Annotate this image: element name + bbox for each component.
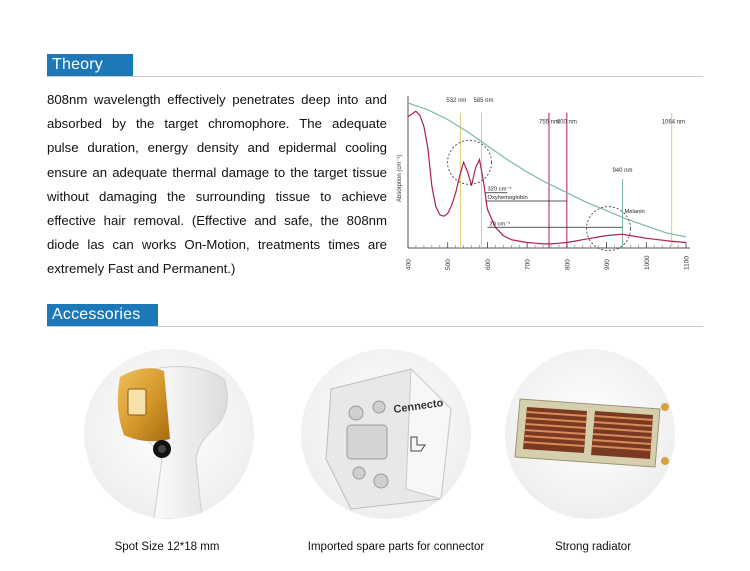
wavelength-label: 940 nm [612, 168, 633, 174]
accessories-header [47, 304, 158, 326]
handpiece-image [84, 349, 254, 519]
theory-line: ensure an adequate thermal damage to the target tissue [47, 164, 387, 180]
connector-image [301, 349, 471, 519]
theory-paragraph [47, 88, 387, 282]
wavelength-label: 800 nm [556, 119, 577, 126]
x-tick-label: 900 [604, 259, 612, 270]
accessories-title: Accessories [52, 306, 141, 323]
accessory-caption: Spot Size 12*18 mm [114, 541, 220, 553]
x-tick-label: 400 [405, 259, 413, 270]
theory-line: effective hair removal. (Effective and safe, the 808nm [47, 213, 387, 229]
theory-line: 808nm wavelength effectively penetrates deep into and [47, 92, 387, 107]
theory-line: without damaging the surrounding tissue to achieve [47, 188, 387, 204]
series-line [408, 111, 686, 244]
connector-label: Cennecto [392, 397, 445, 416]
accessory-caption: Imported spare parts for connector [307, 541, 485, 553]
y-axis-label: Absorption (cm⁻¹) [397, 154, 403, 202]
annotation-label: Oxyhemoglobin [487, 195, 528, 202]
wavelength-label: 532 nm [446, 98, 467, 104]
accessories-divider [47, 326, 703, 327]
annotation-label: Melanin [624, 208, 645, 215]
x-tick-label: 800 [564, 259, 572, 270]
highlight-circle [587, 207, 631, 251]
wavelength-label: 585 nm [473, 98, 494, 104]
x-tick-label: 1100 [683, 256, 691, 270]
accessory-caption: Strong radiator [554, 541, 632, 553]
x-tick-label: 500 [445, 259, 453, 270]
theory-line: extremely Fast and Permanent.) [47, 261, 236, 277]
annotation-label: 320 cm⁻¹ [487, 186, 512, 193]
annotation-label: 20 cm⁻¹ [489, 221, 511, 228]
theory-header [47, 54, 133, 76]
x-tick-label: 600 [484, 259, 492, 270]
radiator-image [505, 349, 675, 519]
connector-icon [301, 349, 471, 519]
absorption-chart [394, 88, 699, 278]
handpiece-icon [84, 349, 254, 519]
x-tick-label: 700 [524, 259, 532, 270]
x-tick-label: 1000 [643, 255, 651, 270]
radiator-icon [505, 349, 675, 519]
theory-line: pulse duration, energy density and epidermal cooling [47, 140, 387, 156]
theory-divider [47, 76, 703, 77]
theory-line: diode las can works On-Motion, treatments times are [47, 237, 387, 253]
wavelength-label: 755 nm [538, 119, 560, 126]
wavelength-label: 1064 nm [661, 119, 686, 126]
theory-title: Theory [52, 56, 103, 73]
theory-line: absorbed by the target chromophore. The adequate [47, 116, 387, 132]
